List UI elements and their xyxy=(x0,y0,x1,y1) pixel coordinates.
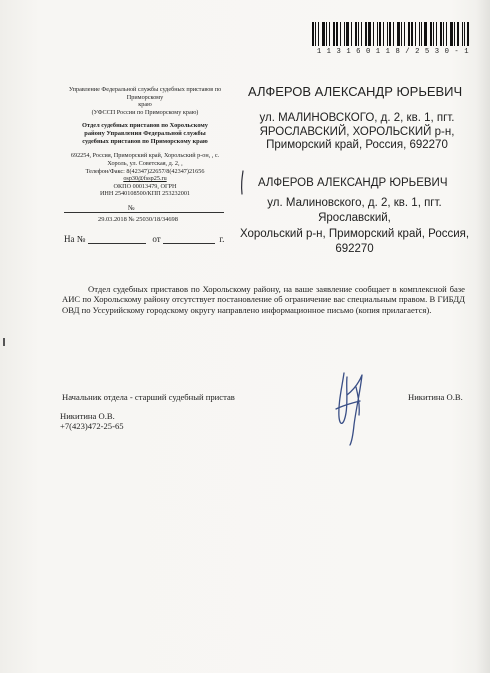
signer-position: Начальник отдела - старший судебный пристав xyxy=(62,392,235,402)
barcode-bar xyxy=(415,22,416,46)
barcode-bar xyxy=(401,22,402,46)
registration-number-symbol: № xyxy=(128,204,135,212)
recipient-1-address xyxy=(252,112,462,153)
barcode-bar xyxy=(421,22,422,46)
barcode-bar xyxy=(408,22,410,46)
registration-underline xyxy=(64,212,224,213)
barcode-bar xyxy=(454,22,455,46)
barcode-bar xyxy=(368,22,371,46)
barcode-bar xyxy=(346,22,349,46)
department-line: Отдел судебных приставов по Хорольскому xyxy=(82,122,208,130)
recipient-2-name: АЛФЕРОВ АЛЕКСАНДР ЮРЬЕВИЧ xyxy=(258,177,448,189)
executor-name: Никитина О.В. xyxy=(60,411,115,421)
barcode-bar xyxy=(351,22,352,46)
barcode-bar xyxy=(430,22,432,46)
reference-prefix: На № xyxy=(64,234,86,244)
recipient-2-address-line: ул. Малиновского, д. 2, кв. 1, пгт. Ярославский, xyxy=(267,197,442,225)
recipient-2-address-line: 692270 xyxy=(335,243,374,256)
barcode-bar xyxy=(326,22,327,46)
handwritten-signature xyxy=(322,365,380,447)
scan-edge-shadow xyxy=(476,0,490,673)
barcode-bar xyxy=(446,22,447,46)
recipient-2-address-line: Хорольский р-н, Приморский край, Россия, xyxy=(239,227,470,240)
barcode-bar xyxy=(373,22,374,46)
barcode-bar xyxy=(365,22,367,46)
inn-line: ИНН 2540108500/КПП 253232001 xyxy=(99,190,191,198)
agency-line: Приморскому xyxy=(126,93,164,101)
signer-name: Никитина О.В. xyxy=(408,392,463,402)
barcode-bar xyxy=(389,22,391,46)
barcode-bar xyxy=(404,22,405,46)
barcode-bar xyxy=(377,22,378,46)
barcode-bar xyxy=(379,22,381,46)
barcode-bar xyxy=(383,22,384,46)
barcode-bar xyxy=(443,22,444,46)
barcode-bar xyxy=(464,22,465,46)
okpo-line: ОКПО 00013479, ОГРН xyxy=(113,182,177,190)
address-line: Хороль, ул. Советская, д. 2, , xyxy=(107,159,183,167)
recipient-1-address-line: ул. МАЛИНОВСКОГО, д. 2, кв. 1, пгт. xyxy=(259,112,455,124)
barcode-bar xyxy=(436,22,437,46)
agency-line: Управление Федеральной службы судебных приставов по xyxy=(68,86,222,93)
agency-line: краю xyxy=(138,101,152,109)
agency-line: (УФССП России по Приморскому краю) xyxy=(91,108,199,116)
department-line: судебных приставов по Приморскому краю xyxy=(82,138,208,146)
recipient-1-address-line: ЯРОСЛАВСКИЙ, ХОРОЛЬСКИЙ р-н, xyxy=(259,125,455,138)
barcode-bar xyxy=(462,22,463,46)
reference-from: от xyxy=(152,234,161,244)
recipient-1-name: АЛФЕРОВ АЛЕКСАНДР ЮРЬЕВИЧ xyxy=(248,84,463,99)
barcode-bar xyxy=(318,22,319,46)
letter-body: Отдел судебных приставов по Хорольскому району, на ваше заявление сообщает в комплексной базе АИС по Хорольскому району отсутствует постановление об ограничение вас специальным правом. В ГИБДД ОВД по Уссурийскому городскому округу направлено информационное письмо (копия прилагается). xyxy=(62,284,465,315)
phone-line: Телефон/Факс: 8(42347)22657/8(42347)21656 xyxy=(85,167,205,175)
barcode-bar xyxy=(450,22,453,46)
barcode-bar xyxy=(467,22,469,46)
executor-phone: +7(423)472-25-65 xyxy=(60,421,124,431)
barcode-bar xyxy=(424,22,427,46)
barcode-bar xyxy=(333,22,335,46)
barcode-bar xyxy=(411,22,413,46)
reference-year: г. xyxy=(219,234,225,244)
barcode-bar xyxy=(397,22,400,46)
barcode-bar xyxy=(322,22,325,46)
barcode-bar xyxy=(336,22,338,46)
address-line: 692254, Россия, Приморский край, Хорольский р-он, , с. xyxy=(70,152,220,160)
barcode-number: 1 1 3 1 6 0 1 1 8 / 2 5 3 0 - 1 xyxy=(316,48,470,56)
barcode-bar xyxy=(440,22,442,46)
barcode-bar xyxy=(340,22,341,46)
reference-line xyxy=(64,234,224,244)
recipient-2-address xyxy=(232,196,477,258)
department-line: району Управления Федеральной службы xyxy=(84,130,206,138)
barcode-bar xyxy=(419,22,420,46)
barcode-bar xyxy=(312,22,314,46)
barcode-bar xyxy=(361,22,362,46)
barcode xyxy=(312,22,472,46)
recipient-1-address-line: Приморский край, Россия, 692270 xyxy=(266,139,448,152)
barcode-bar xyxy=(387,22,388,46)
reference-number-blank xyxy=(88,234,146,244)
margin-mark xyxy=(3,338,5,346)
barcode-bar xyxy=(344,22,345,46)
barcode-bar xyxy=(433,22,434,46)
reference-date-blank xyxy=(163,234,215,244)
barcode-bar xyxy=(329,22,330,46)
barcode-bar xyxy=(358,22,359,46)
barcode-bar xyxy=(355,22,357,46)
barcode-bar xyxy=(457,22,459,46)
sender-block xyxy=(60,86,230,198)
barcode-bar xyxy=(393,22,394,46)
email-link[interactable]: osp30@fssp25.ru xyxy=(123,175,167,183)
handwritten-mark xyxy=(238,170,250,196)
registration-date-number: 29.03.2018 № 25030/18/34698 xyxy=(98,216,178,223)
barcode-bar xyxy=(315,22,316,46)
